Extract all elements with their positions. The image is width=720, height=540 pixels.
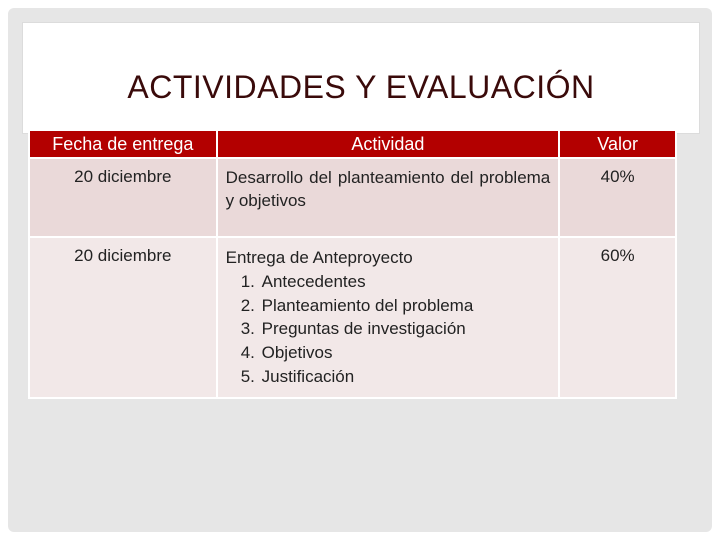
cell-date: 20 diciembre (29, 158, 217, 237)
cell-activity: Desarrollo del planteamiento del problema y objetivos (217, 158, 560, 237)
cell-activity (217, 237, 560, 398)
cell-value: 40% (559, 158, 676, 237)
list-item: 4. Objetivos (260, 341, 551, 365)
activity-list (226, 270, 551, 389)
header-valor: Valor (559, 130, 676, 158)
page-title: ACTIVIDADES Y EVALUACIÓN (127, 69, 595, 105)
header-fecha: Fecha de entrega (29, 130, 217, 158)
header-actividad: Actividad (217, 130, 560, 158)
title-box (22, 22, 700, 134)
activity-title: Entrega de Anteproyecto (225, 248, 413, 267)
table-row (29, 237, 676, 398)
list-item: 5. Justificación (260, 365, 551, 389)
cell-value: 60% (559, 237, 676, 398)
table-row (29, 158, 676, 237)
list-item: 1. Antecedentes (260, 270, 551, 294)
list-item: 3. Preguntas de investigación (260, 317, 551, 341)
table-header-row (29, 130, 676, 158)
list-item: 2. Planteamiento del problema (260, 294, 551, 318)
cell-date: 20 diciembre (29, 237, 217, 398)
activities-table (28, 129, 677, 399)
